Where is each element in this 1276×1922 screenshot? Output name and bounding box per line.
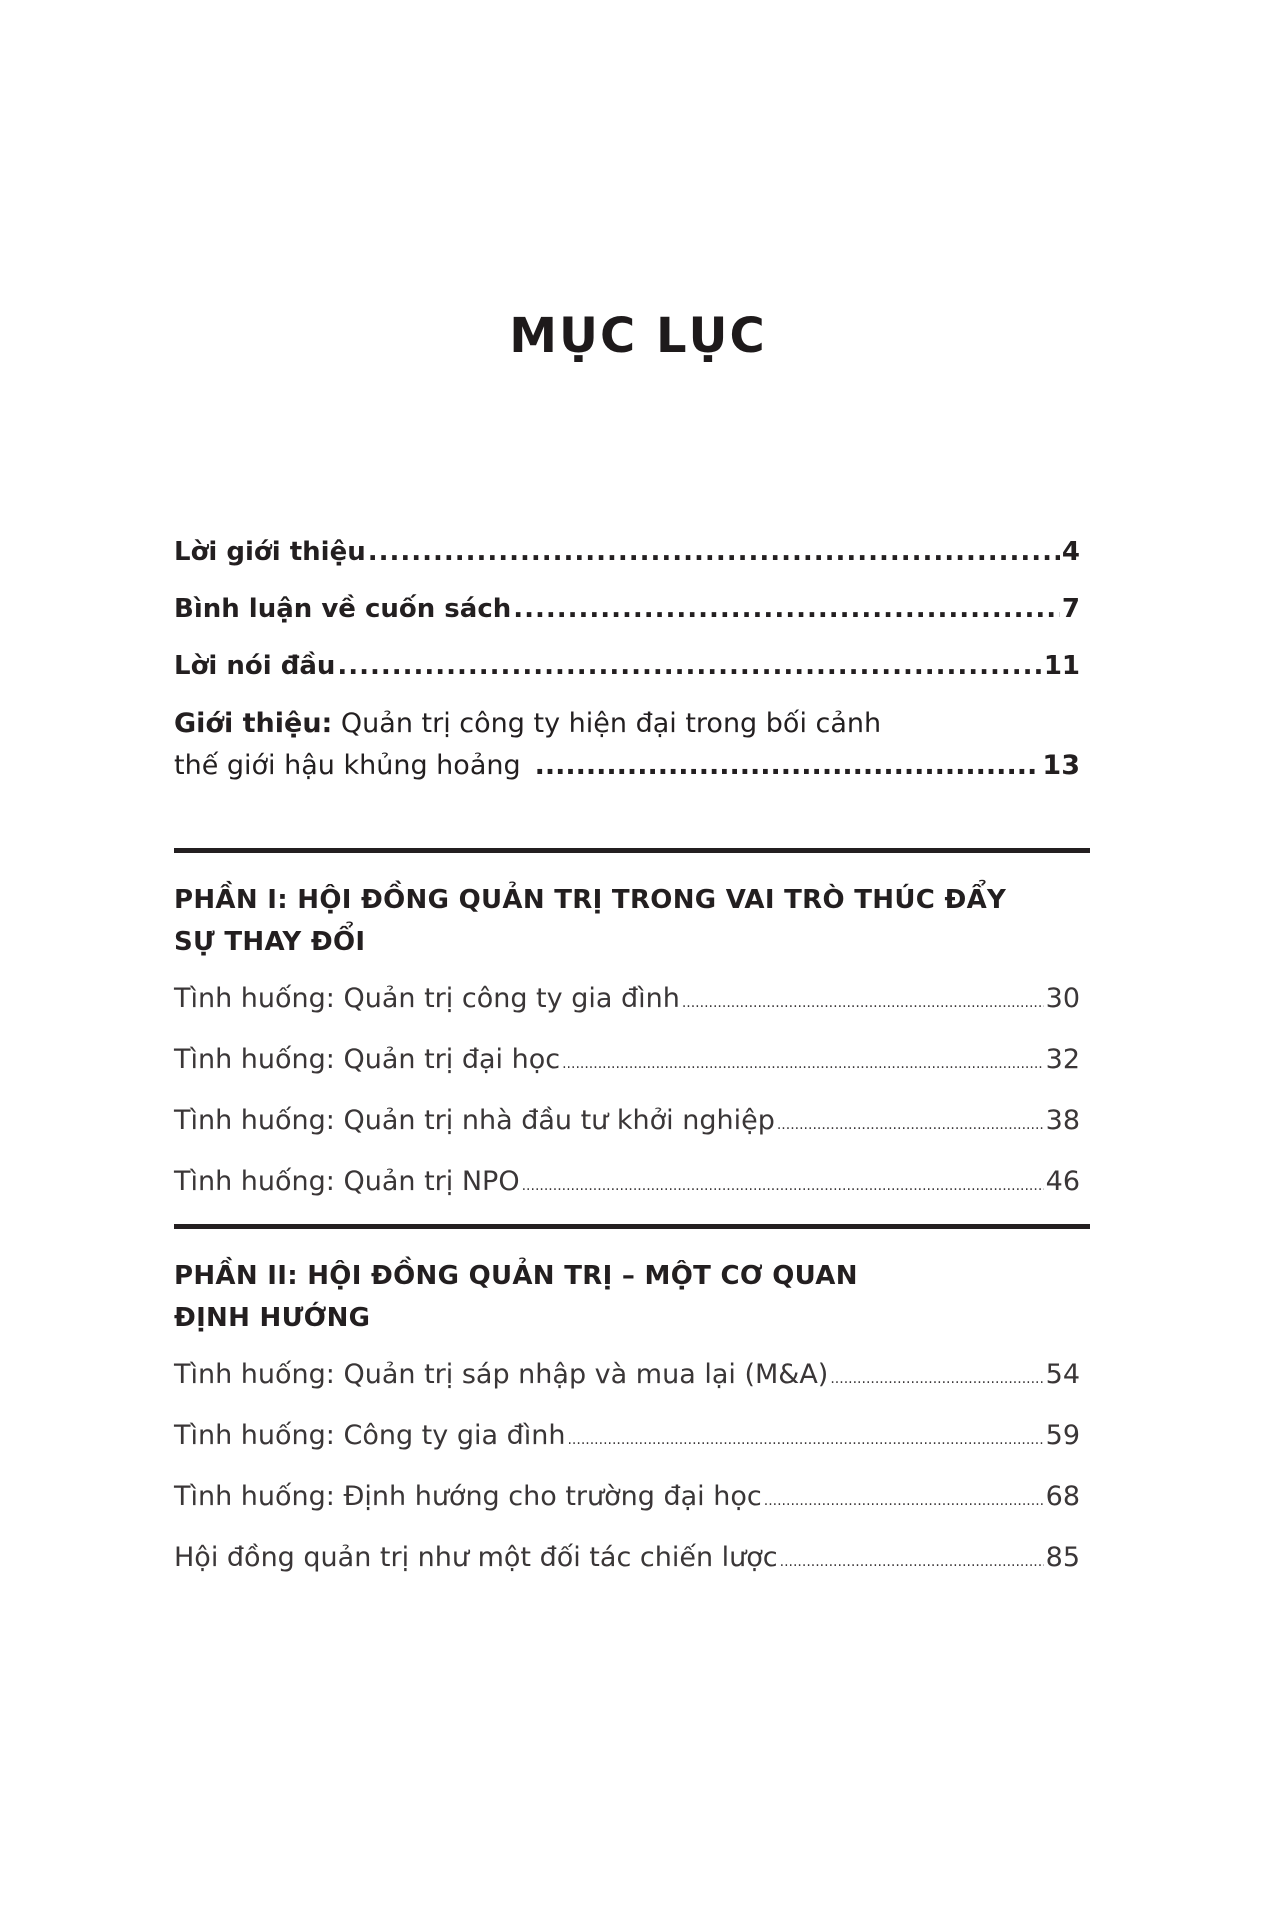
section-rule (174, 848, 1090, 853)
part-heading (174, 879, 1054, 963)
toc-entry-page: 68 (1045, 1481, 1080, 1512)
toc-entry-intro[interactable] (174, 703, 1080, 787)
part-heading (174, 1255, 1054, 1339)
toc-entry-label: Tình huống: Công ty gia đình (174, 1420, 566, 1451)
part-heading-line-2: ĐỊNH HƯỚNG (174, 1303, 371, 1333)
toc-part-2-items (174, 1355, 1080, 1582)
toc-entry-label: Tình huống: Định hướng cho trường đại học (174, 1481, 762, 1512)
intro-line-2 (174, 745, 1080, 787)
toc-entry-label: Lời nói đầu (174, 651, 336, 681)
toc-entry-label: Tình huống: Quản trị sáp nhập và mua lại (M&A) (174, 1359, 829, 1390)
toc-entry[interactable] (174, 1162, 1080, 1206)
dot-leader (830, 1359, 1043, 1399)
toc-entry-label: Tình huống: Quản trị công ty gia đình (174, 983, 680, 1014)
toc-entry[interactable] (174, 1416, 1080, 1460)
toc-entry[interactable] (174, 1355, 1080, 1399)
toc-entry-label: Bình luận về cuốn sách (174, 594, 512, 624)
toc-entry-page: 54 (1045, 1359, 1080, 1390)
dot-leader (535, 745, 1041, 787)
toc-entry-page: 46 (1045, 1166, 1080, 1197)
intro-label-bold: Giới thiệu: (174, 708, 333, 739)
toc-entry[interactable] (174, 979, 1080, 1023)
page-title: MỤC LỤC (509, 308, 767, 364)
toc-entry[interactable] (174, 532, 1080, 572)
dot-leader (567, 1420, 1043, 1460)
section-rule (174, 1224, 1090, 1229)
part-heading-line-1: PHẦN I: HỘI ĐỒNG QUẢN TRỊ TRONG VAI TRÒ THÚC ĐẨY (174, 885, 1007, 915)
dot-leader (682, 983, 1044, 1023)
dot-leader (337, 646, 1041, 686)
toc-part-1-items (174, 979, 1080, 1206)
toc-entry-page: 59 (1045, 1420, 1080, 1451)
toc-entry-label: Tình huống: Quản trị nhà đầu tư khởi nghiệp (174, 1105, 775, 1136)
toc-entry[interactable] (174, 1477, 1080, 1521)
part-heading-line-2: SỰ THAY ĐỔI (174, 927, 366, 957)
part-heading-line-1: PHẦN II: HỘI ĐỒNG QUẢN TRỊ – MỘT CƠ QUAN (174, 1261, 858, 1291)
dot-leader (522, 1166, 1044, 1206)
toc-entry-page: 11 (1043, 651, 1080, 681)
dot-leader (513, 589, 1060, 629)
intro-line-1 (174, 703, 1080, 745)
toc-entry-page: 32 (1045, 1044, 1080, 1075)
toc-entry-page: 13 (1042, 750, 1080, 781)
toc-entry[interactable] (174, 589, 1080, 629)
toc-entry-label: Lời giới thiệu (174, 537, 366, 567)
toc-entry[interactable] (174, 1101, 1080, 1145)
toc-entry-page: 7 (1061, 594, 1080, 624)
intro-line-2-text: thế giới hậu khủng hoảng (174, 750, 521, 781)
toc-entry-page: 4 (1061, 537, 1080, 567)
dot-leader (764, 1481, 1044, 1521)
dot-leader (368, 532, 1060, 572)
intro-line-1-text: Quản trị công ty hiện đại trong bối cảnh (332, 708, 882, 739)
toc-entry-page: 30 (1045, 983, 1080, 1014)
toc-entry-page: 38 (1045, 1105, 1080, 1136)
toc-entry-label: Tình huống: Quản trị đại học (174, 1044, 561, 1075)
toc-entry[interactable] (174, 646, 1080, 686)
dot-leader (780, 1542, 1044, 1582)
toc-entry-label: Tình huống: Quản trị NPO (174, 1166, 520, 1197)
toc-entry[interactable] (174, 1040, 1080, 1084)
toc-front-matter (174, 532, 1080, 787)
dot-leader (777, 1105, 1044, 1145)
toc-entry[interactable] (174, 1538, 1080, 1582)
toc-entry-label: Hội đồng quản trị như một đối tác chiến lược (174, 1542, 778, 1573)
toc-entry-page: 85 (1045, 1542, 1080, 1573)
dot-leader (562, 1044, 1044, 1084)
